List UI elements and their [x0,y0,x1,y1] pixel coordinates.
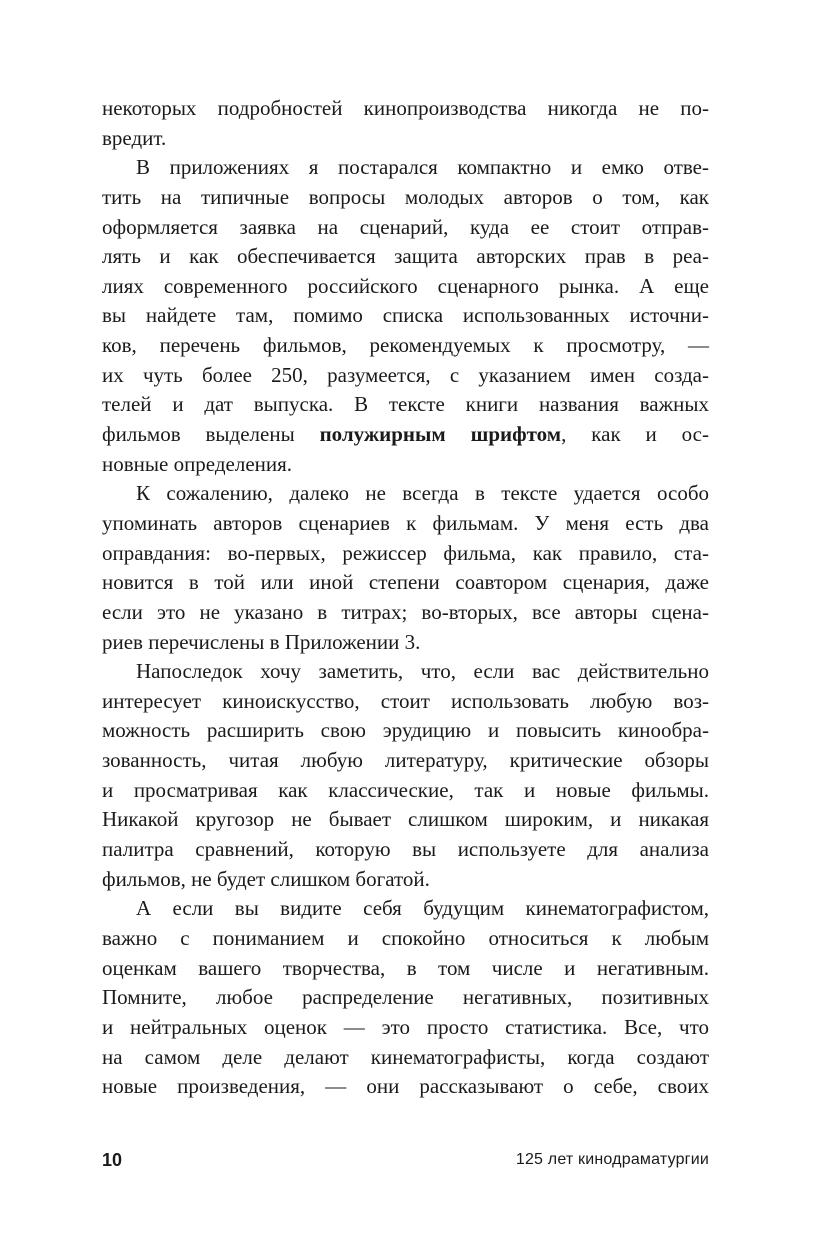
text-line: вы найдете там, помимо списка использованных источни- [102,303,709,328]
text-line: телей и дат выпуска. В тексте книги названия важных [102,392,709,417]
text-line: некоторых подробностей кинопроизводства никогда не по- [102,96,709,120]
text-line: интересует киноискусство, стоит использовать любую воз- [102,688,709,713]
text-line: Напоследок хочу заметить, что, если вас действительно [136,659,709,684]
text-line: оценкам вашего творчества, в том числе и негативным. [102,955,709,980]
body-text [102,94,709,1102]
text-line: и нейтральных оценок — это просто статистика. Все, что [102,1014,709,1039]
text-line: зованность, читая любую литературу, критические обзоры [102,748,709,773]
text-line: оформляется заявка на сценарий, куда ее стоит отправ- [102,214,709,239]
text-line: К сожалению, далеко не всегда в тексте удается особо [136,481,709,506]
text-line: ков, перечень фильмов, рекомендуемых к просмотру, — [102,333,709,358]
text-line: упоминать авторов сценариев к фильмам. У меня есть два [102,510,709,535]
text-line: Помните, любое распределение негативных, позитивных [102,985,709,1010]
text-line: лять и как обеспечивается защита авторских прав в реа- [102,244,709,269]
page-body [102,94,709,1102]
text-line: и просматривая как классические, так и новые фильмы. [102,777,709,802]
text-line: новные определения. [102,451,293,476]
text-line: оправдания: во-первых, режиссер фильма, как правило, ста- [102,540,709,565]
text-line: палитра сравнений, которую вы используете для анализа [102,837,709,862]
text-line: на самом деле делают кинематографисты, когда создают [102,1044,709,1069]
text-line: Никакой кругозор не бывает слишком широким, и никакая [102,807,709,832]
text-line: вредит. [102,125,167,150]
page-number: 10 [102,1150,123,1170]
text-line: В приложениях я постарался компактно и емко отве- [136,155,709,180]
text-line: тить на типичные вопросы молодых авторов о том, как [102,184,709,209]
page-footer [102,1147,709,1173]
text-line: новится в той или иной степени соавтором сценария, даже [102,570,709,595]
text-line: А если вы видите себя будущим кинематографистом, [136,896,709,921]
text-line: фильмов, не будет слишком богатой. [102,866,430,891]
text-line: их чуть более 250, разумеется, с указанием имен созда- [102,362,709,387]
bold-phrase: полужирным шрифтом [319,422,562,447]
text-line: можность расширить свою эрудицию и повысить кинообра- [102,718,709,743]
text-line: новые произведения, — они рассказывают о себе, своих [102,1074,709,1099]
text-segment: , как и ос- [561,422,709,447]
text-segment: фильмов выделены [102,422,320,447]
text-line: важно с пониманием и спокойно относиться к любым [102,925,709,950]
text-line: если это не указано в титрах; во-вторых, все авторы сцена- [102,599,709,624]
running-title: 125 лет кинодраматургии [515,1151,709,1168]
text-line [102,420,709,450]
text-line: лиях современного российского сценарного рынка. А еще [102,273,709,298]
text-line: риев перечислены в Приложении 3. [102,629,421,654]
